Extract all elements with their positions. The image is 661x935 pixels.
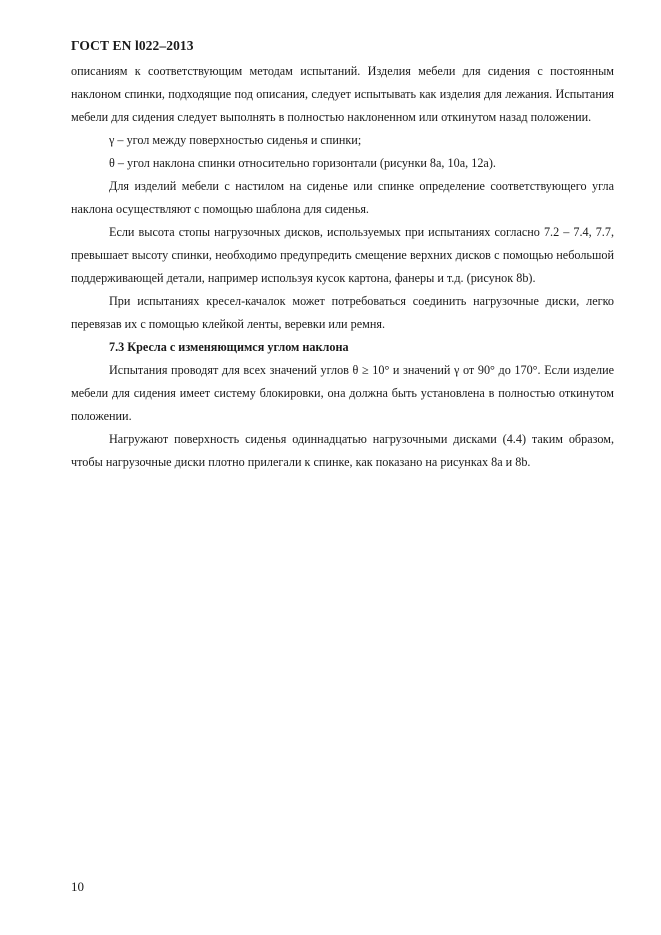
paragraph-disk-stack-height: Если высота стопы нагрузочных дисков, используемых при испытаниях согласно 7.2 – 7.4, 7.7, превышает высоту спинки, необходимо предупредить смещение верхних дисков с помощью небольшой поддерживающей детали, например используя кусок картона, фанеры и т.д. (рисунок 8b).	[71, 225, 614, 285]
paragraph-gamma-definition: γ – угол между поверхностью сиденья и спинки;	[109, 133, 362, 147]
paragraph-angle-values: Испытания проводят для всех значений углов θ ≥ 10° и значений γ от 90° до 170°. Если изделие мебели для сидения имеет систему блокировки, она должна быть установлена в полностью откинутом положении.	[71, 363, 614, 423]
paragraph-theta-definition: θ – угол наклона спинки относительно горизонтали (рисунки 8а, 10а, 12а).	[109, 156, 496, 170]
paragraph-continuation: описаниям к соответствующим методам испытаний. Изделия мебели для сидения с постоянным наклоном спинки, подходящие под описания, следует испытывать как изделия для лежания. Испытания мебели для сидения следует выполнять в полностью наклоненном или откинутом назад положении.	[71, 64, 614, 124]
section-heading-7-3: 7.3 Кресла с изменяющимся углом наклона	[109, 340, 349, 354]
document-body	[71, 60, 614, 474]
page-number: 10	[71, 879, 84, 894]
paragraph-template-measurement: Для изделий мебели с настилом на сиденье или спинке определение соответствующего угла наклона осуществляют с помощью шаблона для сиденья.	[71, 179, 614, 216]
paragraph-rocking-chairs: При испытаниях кресел-качалок может потребоваться соединить нагрузочные диски, легко перевязав их с помощью клейкой ленты, веревки или ремня.	[71, 294, 614, 331]
paragraph-seat-loading: Нагружают поверхность сиденья одиннадцатью нагрузочными дисками (4.4) таким образом, чтобы нагрузочные диски плотно прилегали к спинке, как показано на рисунках 8а и 8b.	[71, 432, 614, 469]
document-header: ГОСТ EN l022–2013	[71, 38, 194, 53]
